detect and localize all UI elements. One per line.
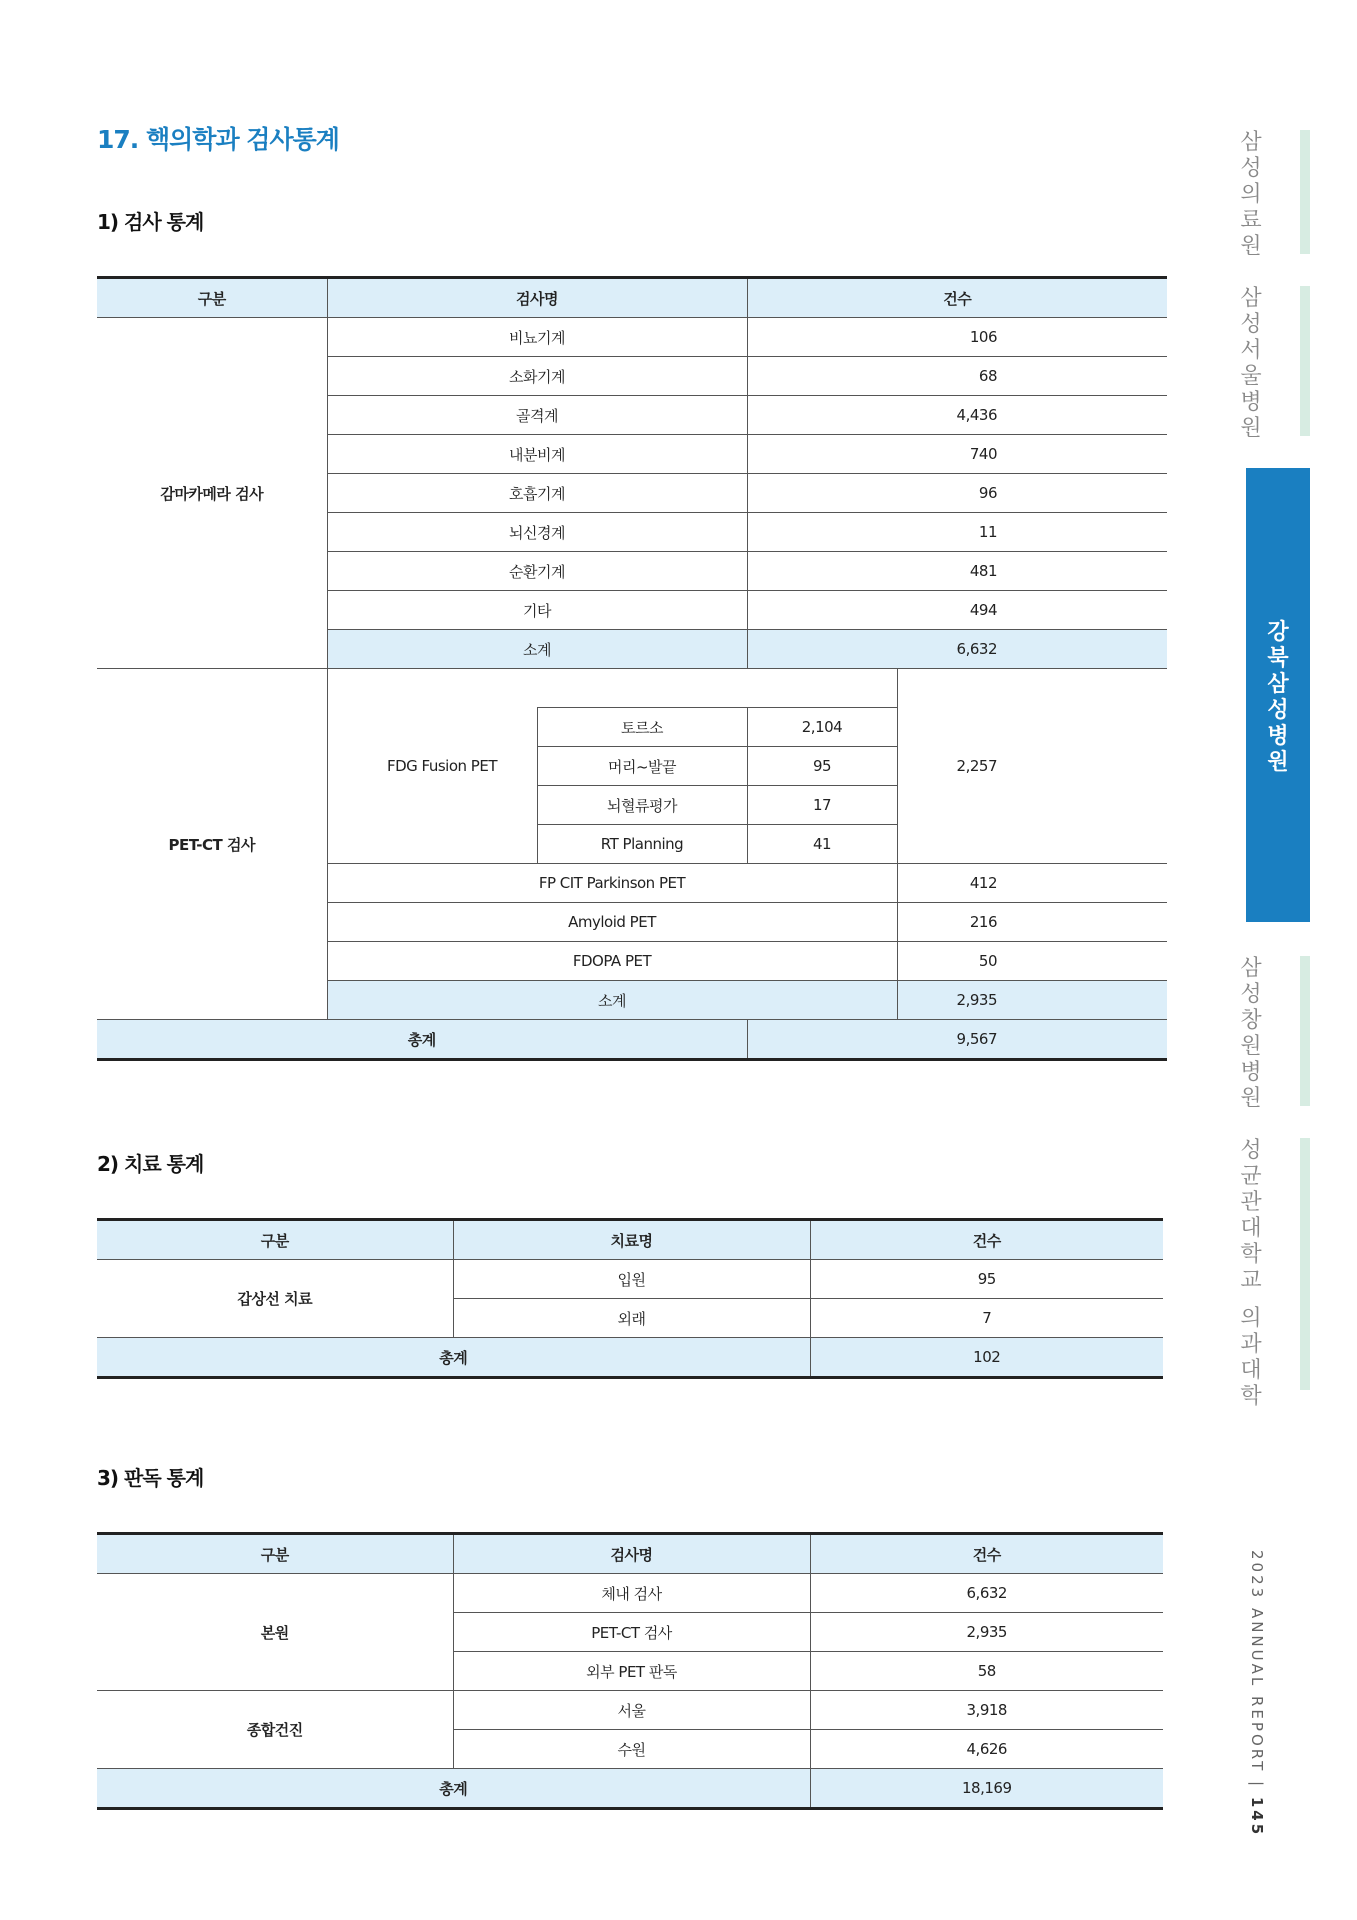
sidebar-bar — [1300, 956, 1310, 1106]
exam-table — [97, 276, 1167, 1061]
annual-report-label: 2023 ANNUAL REPORT | 145 — [1248, 1550, 1266, 1838]
treatment-name: 외래 — [453, 1299, 810, 1338]
fdg-item-name: 머리~발끝 — [537, 747, 747, 786]
header-count: 건수 — [747, 278, 1167, 318]
group-main: 본원 — [97, 1574, 453, 1691]
header-treatment-name: 치료명 — [453, 1220, 810, 1260]
group-thyroid: 갑상선 치료 — [97, 1260, 453, 1338]
sidebar-item-kangbuk[interactable] — [1262, 620, 1294, 776]
sidebar-item-label: 삼 성 서 울 병 원 — [1240, 286, 1262, 441]
exam-count: 412 — [897, 864, 1167, 903]
total-value: 102 — [810, 1338, 1163, 1378]
exam-name: 호흡기계 — [327, 474, 747, 513]
exam-name: FP CIT Parkinson PET — [327, 864, 897, 903]
total-label: 총계 — [97, 1020, 747, 1060]
fdg-total: 2,257 — [897, 669, 1167, 864]
header-exam-name: 검사명 — [327, 278, 747, 318]
reading-count: 3,918 — [810, 1691, 1163, 1730]
header-category: 구분 — [97, 278, 327, 318]
fdg-spacer — [537, 669, 897, 708]
sidebar-item-samsung-seoul[interactable] — [1236, 286, 1266, 442]
sidebar-item-label: 성 균 관 대 학 교 의 과 대 학 — [1240, 1138, 1262, 1409]
header-exam-name: 검사명 — [453, 1534, 810, 1574]
exam-count: 4,436 — [747, 396, 1167, 435]
exam-count: 50 — [897, 942, 1167, 981]
header-category: 구분 — [97, 1220, 453, 1260]
total-label: 총계 — [97, 1338, 810, 1378]
group-checkup: 종합건진 — [97, 1691, 453, 1769]
fdg-label: FDG Fusion PET — [327, 669, 537, 864]
subtotal-label: 소계 — [327, 630, 747, 669]
reading-name: 체내 검사 — [453, 1574, 810, 1613]
sidebar-item-skku-medicine[interactable] — [1236, 1138, 1266, 1410]
reading-name: 서울 — [453, 1691, 810, 1730]
exam-name: 비뇨기계 — [327, 318, 747, 357]
exam-name: 골격계 — [327, 396, 747, 435]
exam-name: FDOPA PET — [327, 942, 897, 981]
header-category: 구분 — [97, 1534, 453, 1574]
exam-count: 68 — [747, 357, 1167, 396]
reading-name: 수원 — [453, 1730, 810, 1769]
sidebar-bar — [1300, 130, 1310, 254]
reading-count: 58 — [810, 1652, 1163, 1691]
exam-name: 소화기계 — [327, 357, 747, 396]
subtotal-value: 2,935 — [897, 981, 1167, 1020]
exam-name: 내분비계 — [327, 435, 747, 474]
sidebar-item-label: 강 북 삼 성 병 원 — [1267, 620, 1289, 775]
exam-name: Amyloid PET — [327, 903, 897, 942]
section-title-reading: 3) 판독 통계 — [97, 1466, 204, 1490]
sidebar-item-samsung-medical[interactable] — [1236, 130, 1266, 260]
fdg-item-count: 17 — [747, 786, 897, 825]
treatment-name: 입원 — [453, 1260, 810, 1299]
total-value: 9,567 — [747, 1020, 1167, 1060]
reading-count: 4,626 — [810, 1730, 1163, 1769]
treatment-table — [97, 1218, 1163, 1379]
reading-name: PET-CT 검사 — [453, 1613, 810, 1652]
reading-count: 2,935 — [810, 1613, 1163, 1652]
report-title: 2023 ANNUAL REPORT — [1248, 1550, 1266, 1774]
exam-count: 481 — [747, 552, 1167, 591]
reading-table — [97, 1532, 1163, 1810]
reading-count: 6,632 — [810, 1574, 1163, 1613]
exam-count: 96 — [747, 474, 1167, 513]
page-number: 145 — [1248, 1796, 1266, 1838]
fdg-item-count: 95 — [747, 747, 897, 786]
fdg-item-name: 토르소 — [537, 708, 747, 747]
treatment-count: 95 — [810, 1260, 1163, 1299]
section-title-treatment: 2) 치료 통계 — [97, 1152, 204, 1176]
fdg-item-name: 뇌혈류평가 — [537, 786, 747, 825]
exam-name: 뇌신경계 — [327, 513, 747, 552]
page-title: 17. 핵의학과 검사통계 — [97, 125, 339, 154]
header-count: 건수 — [810, 1534, 1163, 1574]
fdg-item-count: 41 — [747, 825, 897, 864]
exam-name: 순환기계 — [327, 552, 747, 591]
exam-count: 216 — [897, 903, 1167, 942]
exam-count: 106 — [747, 318, 1167, 357]
reading-name: 외부 PET 판독 — [453, 1652, 810, 1691]
section-title-exam: 1) 검사 통계 — [97, 210, 204, 234]
subtotal-value: 6,632 — [747, 630, 1167, 669]
subtotal-label: 소계 — [327, 981, 897, 1020]
sidebar-item-label: 삼 성 창 원 병 원 — [1240, 956, 1262, 1111]
total-value: 18,169 — [810, 1769, 1163, 1809]
group-petct: PET-CT 검사 — [97, 669, 327, 1020]
sidebar-bar — [1300, 286, 1310, 436]
header-count: 건수 — [810, 1220, 1163, 1260]
sidebar-item-changwon[interactable] — [1236, 956, 1266, 1112]
sidebar-bar — [1300, 1138, 1310, 1390]
sidebar-item-label: 삼 성 의 료 원 — [1240, 130, 1262, 259]
exam-count: 494 — [747, 591, 1167, 630]
fdg-item-count: 2,104 — [747, 708, 897, 747]
exam-count: 740 — [747, 435, 1167, 474]
exam-count: 11 — [747, 513, 1167, 552]
exam-name: 기타 — [327, 591, 747, 630]
treatment-count: 7 — [810, 1299, 1163, 1338]
total-label: 총계 — [97, 1769, 810, 1809]
group-gamma: 감마카메라 검사 — [97, 318, 327, 669]
fdg-item-name: RT Planning — [537, 825, 747, 864]
